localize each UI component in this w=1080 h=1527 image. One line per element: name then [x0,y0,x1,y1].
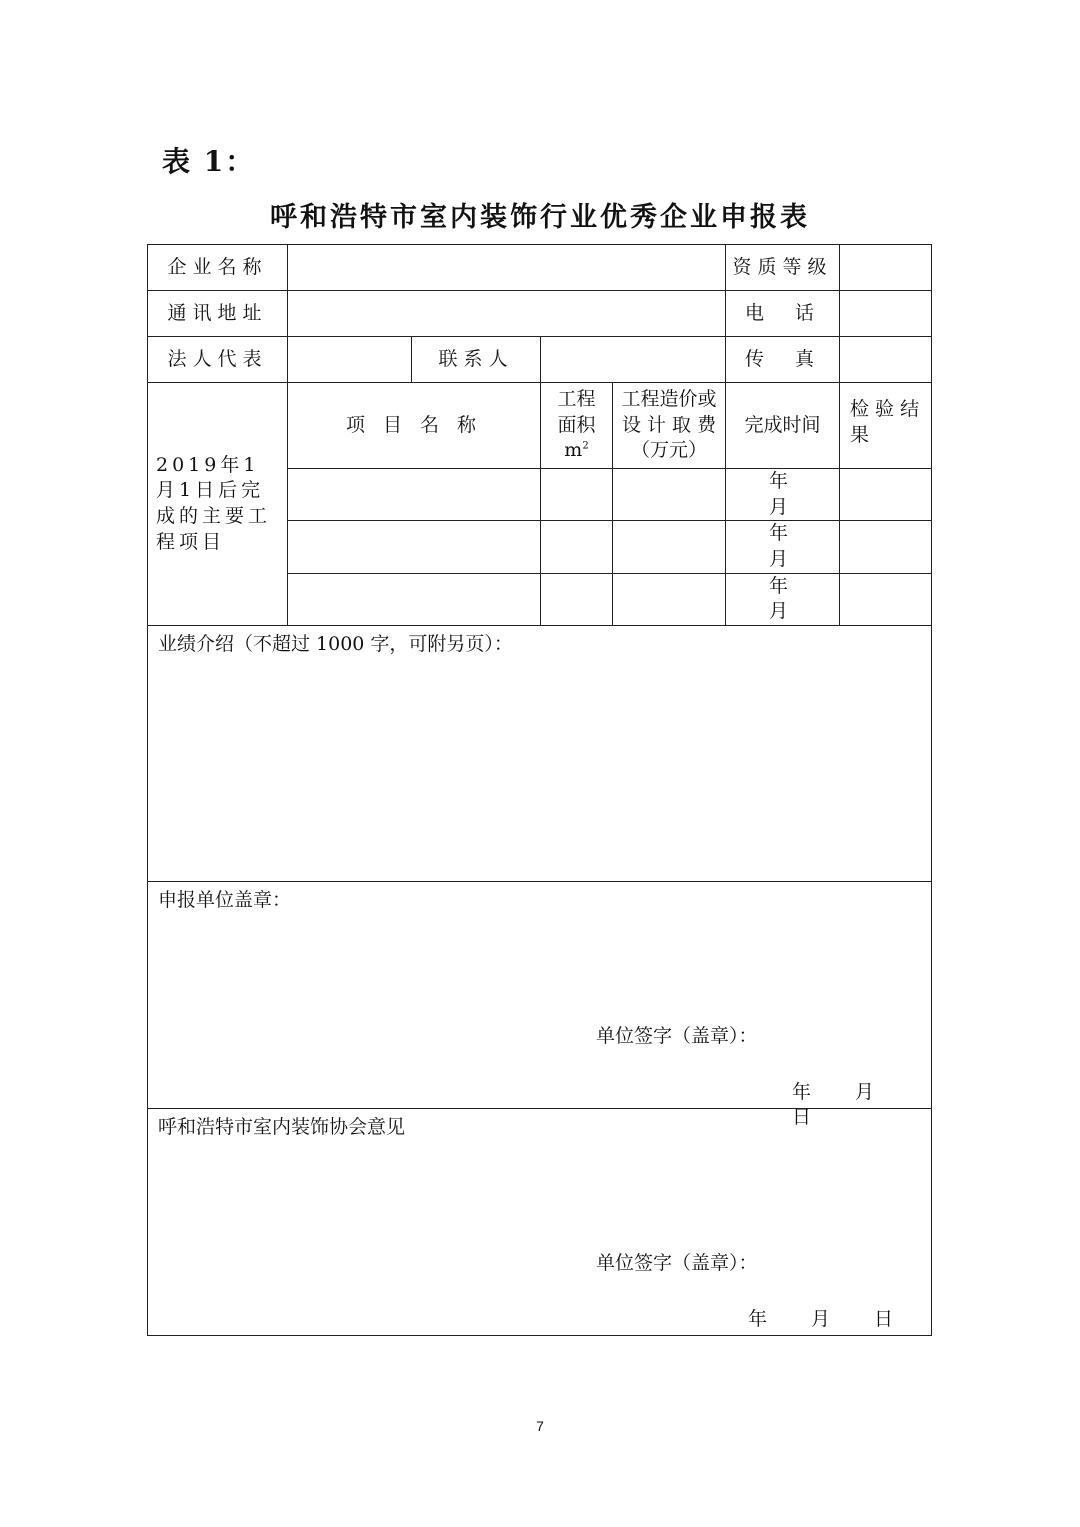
area-header [541,383,613,469]
table-label: 表 1： [162,145,256,178]
phone-label: 电 话 [726,291,840,337]
contact-field[interactable] [541,337,726,383]
result-header-line2: 果 [850,423,870,446]
association-date: 年 月 日 [748,1307,896,1330]
document-title: 呼和浩特市室内装饰行业优秀企业申报表 [270,202,810,233]
cost-header-line2: 设 计 取 费 [621,413,717,436]
project-cost-cell[interactable] [613,469,726,521]
cost-header [613,383,726,469]
association-label: 呼和浩特市室内装饰协会意见 [158,1115,406,1138]
contact-label: 联系人 [412,337,541,383]
project-name-cell[interactable] [288,573,541,625]
fax-field[interactable] [840,337,932,383]
company-name-field[interactable] [288,245,726,291]
seal-label: 申报单位盖章： [158,888,292,911]
result-header-line1: 检 验 结 [850,398,920,420]
association-sign-label: 单位签字（盖章）： [596,1251,758,1274]
address-field[interactable] [288,291,726,337]
performance-section[interactable] [148,625,932,881]
completion-time-header: 完成时间 [726,383,840,469]
project-name-header: 项 目 名 称 [288,383,541,469]
project-time-cell[interactable]: 年 月 [726,573,840,625]
project-name-cell[interactable] [288,469,541,521]
area-header-line2: 面积 [557,413,596,436]
qualification-field[interactable] [840,245,932,291]
legal-rep-field[interactable] [288,337,412,383]
qualification-label: 资质等级 [726,245,840,291]
project-cost-cell[interactable] [613,573,726,625]
project-time-cell[interactable]: 年 月 [726,469,840,521]
area-header-line1: 工程 [557,388,596,411]
page-number: 7 [536,1418,544,1434]
application-form-table [147,244,932,1336]
project-area-cell[interactable] [541,521,613,573]
phone-field[interactable] [840,291,932,337]
projects-group-label: 2019年1月1日后完成的主要工程项目 [148,383,288,626]
project-time-cell[interactable]: 年 月 [726,521,840,573]
project-result-cell[interactable] [840,521,932,573]
project-area-cell[interactable] [541,469,613,521]
cost-header-line3: （万元） [630,439,707,462]
result-header [840,383,932,469]
area-unit: $m^2$ [564,439,589,462]
project-result-cell[interactable] [840,573,932,625]
cost-header-line1: 工程造价或 [621,388,717,411]
fax-label: 传 真 [726,337,840,383]
seal-date: 年 月 日 [792,1080,919,1129]
project-area-cell[interactable] [541,573,613,625]
company-name-label: 企业名称 [148,245,288,291]
project-result-cell[interactable] [840,469,932,521]
project-name-cell[interactable] [288,521,541,573]
association-section[interactable] [148,1108,932,1335]
address-label: 通讯地址 [148,291,288,337]
project-cost-cell[interactable] [613,521,726,573]
performance-label: 业绩介绍（不超过 1000 字，可附另页）： [158,632,513,655]
legal-rep-label: 法人代表 [148,337,288,383]
seal-sign-label: 单位签字（盖章）： [596,1024,758,1047]
